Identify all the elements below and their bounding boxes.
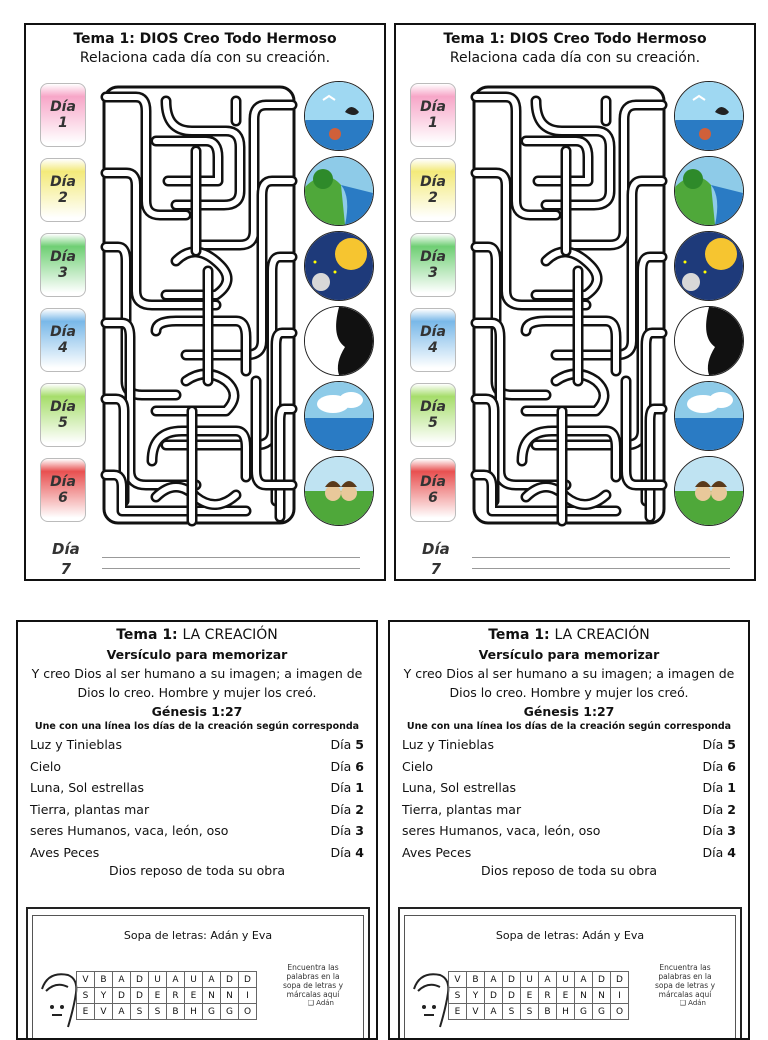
grid-letter[interactable]: E: [449, 1004, 467, 1020]
day-number: 1: [355, 780, 364, 795]
day-word: Día: [50, 174, 76, 190]
day-word: Día: [420, 474, 446, 490]
title-topic: LA CREACIÓN: [554, 627, 650, 643]
matching-row[interactable]: [402, 820, 736, 842]
day-word: Día: [50, 324, 76, 340]
day-target: [703, 777, 736, 799]
day-number: 1: [428, 115, 438, 131]
day-number: 6: [355, 758, 364, 774]
grid-letter[interactable]: D: [611, 972, 629, 988]
day-target: [331, 842, 364, 864]
creation-item: Aves Peces: [402, 844, 472, 860]
day-word: Día: [330, 737, 352, 752]
grid-letter[interactable]: G: [221, 1004, 239, 1020]
verse-heading: Versículo para memorizar: [478, 647, 660, 662]
grid-letter[interactable]: E: [149, 988, 167, 1004]
birds-fish-icon[interactable]: [674, 81, 744, 151]
day-tag-3: [40, 233, 86, 297]
matching-row[interactable]: [30, 820, 364, 842]
grid-letter[interactable]: V: [449, 972, 467, 988]
day-tag-5: [40, 383, 86, 447]
word-checkbox-adan[interactable]: ❑ Adán: [679, 999, 706, 1007]
day-number: 3: [58, 265, 68, 281]
day-word: Día: [330, 758, 352, 774]
title-prefix: Tema 1:: [488, 627, 550, 643]
day-number: 4: [428, 340, 438, 356]
grid-row: [449, 1004, 629, 1020]
grid-letter[interactable]: I: [611, 988, 629, 1004]
grid-letter[interactable]: R: [539, 988, 557, 1004]
maze-worksheet-right: [394, 23, 756, 581]
day-word: Día: [330, 780, 352, 795]
day-7-writing-lines[interactable]: [102, 547, 360, 580]
grid-letter[interactable]: G: [203, 1004, 221, 1020]
creation-item: Luna, Sol estrellas: [30, 780, 145, 795]
grid-letter[interactable]: U: [557, 972, 575, 988]
grid-letter[interactable]: D: [593, 972, 611, 988]
day-target: [703, 799, 736, 821]
grid-letter[interactable]: A: [575, 972, 593, 988]
day-number: 6: [727, 758, 736, 774]
day-tag-3: [410, 233, 456, 297]
word-search-hint: Encuentra las palabras en la sopa de letras y márcalas aquí: [282, 963, 344, 999]
day-number: 4: [58, 340, 68, 356]
day-number: 1: [58, 115, 68, 131]
creation-item: seres Humanos, vaca, león, oso: [30, 823, 229, 838]
grid-letter[interactable]: S: [77, 988, 95, 1004]
day-word: Día: [420, 249, 446, 265]
grid-letter[interactable]: U: [149, 972, 167, 988]
day-number: 5: [355, 737, 364, 752]
worksheet-subtitle: Relaciona cada día con su creación.: [449, 50, 701, 66]
day-7-word: Día: [422, 540, 450, 558]
grid-letter[interactable]: N: [575, 988, 593, 1004]
grid-letter[interactable]: Y: [95, 988, 113, 1004]
grid-letter[interactable]: G: [575, 1004, 593, 1020]
animals-humans-icon[interactable]: [674, 456, 744, 526]
grid-letter[interactable]: D: [131, 972, 149, 988]
day-number: 3: [355, 823, 364, 838]
day-number: 6: [58, 490, 68, 506]
matching-row[interactable]: [30, 842, 364, 864]
creation-item: Cielo: [30, 758, 62, 774]
grid-letter[interactable]: B: [539, 1004, 557, 1020]
grid-row: [77, 972, 257, 988]
grid-letter[interactable]: E: [185, 988, 203, 1004]
day-word: Día: [702, 801, 724, 817]
grid-letter[interactable]: H: [185, 1004, 203, 1020]
word-checkbox-adan[interactable]: ❑ Adán: [307, 999, 334, 1007]
day-word: Día: [50, 474, 76, 490]
day-tag-6: [40, 458, 86, 522]
grid-letter[interactable]: A: [113, 1004, 131, 1020]
creation-item: Luz y Tinieblas: [402, 737, 494, 752]
grid-letter[interactable]: V: [77, 972, 95, 988]
sky-waters-icon[interactable]: [674, 381, 744, 451]
matching-row[interactable]: [402, 734, 736, 756]
day-word: Día: [330, 844, 352, 860]
grid-letter[interactable]: S: [503, 1004, 521, 1020]
creation-item: Luna, Sol estrellas: [402, 780, 517, 795]
grid-letter[interactable]: B: [167, 1004, 185, 1020]
title-prefix: Tema 1:: [116, 627, 178, 643]
grid-letter[interactable]: B: [95, 972, 113, 988]
grid-letter[interactable]: A: [203, 972, 221, 988]
day-7-number: 7: [430, 560, 442, 578]
grid-letter[interactable]: H: [557, 1004, 575, 1020]
day-tag-1: [410, 83, 456, 147]
word-search-grid[interactable]: [76, 971, 257, 1020]
day-tag-4: [40, 308, 86, 372]
grid-letter[interactable]: V: [95, 1004, 113, 1020]
creation-item: seres Humanos, vaca, león, oso: [402, 823, 601, 838]
creation-worksheet-left: [16, 620, 378, 1040]
grid-letter[interactable]: O: [239, 1004, 257, 1020]
grid-letter[interactable]: V: [467, 1004, 485, 1020]
day-number: 6: [428, 490, 438, 506]
sun-moon-stars-icon[interactable]: [674, 231, 744, 301]
word-search-panel: [398, 907, 742, 1040]
sky-waters-icon[interactable]: [304, 381, 374, 451]
creation-item: Tierra, plantas mar: [30, 801, 150, 817]
day-number: 3: [428, 265, 438, 281]
grid-letter[interactable]: A: [485, 1004, 503, 1020]
grid-letter[interactable]: E: [557, 988, 575, 1004]
day-word: Día: [702, 844, 724, 860]
day-number: 3: [727, 823, 736, 838]
matching-row[interactable]: [402, 777, 736, 799]
verse-line-2: Dios lo creo. Hombre y mujer los creó.: [449, 685, 689, 700]
grid-letter[interactable]: O: [611, 1004, 629, 1020]
grid-letter[interactable]: A: [485, 972, 503, 988]
maze-worksheet-left: [24, 23, 386, 581]
sun-moon-stars-icon[interactable]: [304, 231, 374, 301]
light-darkness-icon[interactable]: [674, 306, 744, 376]
day-word: Día: [702, 780, 724, 795]
day-word: Día: [702, 823, 724, 838]
day-tag-1: [40, 83, 86, 147]
day-number: 2: [727, 801, 736, 817]
day-word: Día: [330, 823, 352, 838]
word-search-panel: [26, 907, 370, 1040]
grid-letter[interactable]: I: [239, 988, 257, 1004]
verse-line-2: Dios lo creo. Hombre y mujer los creó.: [77, 685, 317, 700]
rest-line: Dios reposo de toda su obra: [480, 863, 657, 878]
grid-row: [77, 1004, 257, 1020]
day-word: Día: [50, 399, 76, 415]
grid-letter[interactable]: D: [503, 988, 521, 1004]
light-darkness-icon[interactable]: [304, 306, 374, 376]
maze-drawing[interactable]: [96, 81, 302, 529]
day-7-label: [422, 539, 450, 579]
worksheet-title: Tema 1: DIOS Creo Todo Hermoso: [443, 31, 707, 47]
day-word: Día: [50, 249, 76, 265]
day-target: [331, 820, 364, 842]
matching-instruction: Une con una línea los días de la creación según corresponda: [34, 721, 360, 732]
day-7-number: 7: [60, 560, 72, 578]
matching-row[interactable]: [30, 777, 364, 799]
grid-row: [77, 988, 257, 1004]
grid-letter[interactable]: E: [521, 988, 539, 1004]
grid-letter[interactable]: S: [131, 1004, 149, 1020]
grid-row: [449, 988, 629, 1004]
day-tag-6: [410, 458, 456, 522]
creation-item: Aves Peces: [30, 844, 100, 860]
day-number: 5: [428, 415, 438, 431]
rest-line: Dios reposo de toda su obra: [108, 863, 285, 878]
day-word: Día: [420, 99, 446, 115]
day-word: Día: [420, 174, 446, 190]
day-number: 4: [727, 844, 736, 860]
grid-letter[interactable]: S: [449, 988, 467, 1004]
day-number: 1: [727, 780, 736, 795]
day-target: [703, 734, 736, 756]
grid-letter[interactable]: N: [203, 988, 221, 1004]
matching-row[interactable]: [402, 842, 736, 864]
word-search-hint: Encuentra las palabras en la sopa de letras y márcalas aquí: [654, 963, 716, 999]
grid-letter[interactable]: D: [239, 972, 257, 988]
day-number: 2: [355, 801, 364, 817]
day-word: Día: [420, 399, 446, 415]
grid-letter[interactable]: D: [221, 972, 239, 988]
day-word: Día: [420, 324, 446, 340]
grid-row: [449, 972, 629, 988]
day-7-label: [52, 539, 80, 579]
day-target: [331, 799, 364, 821]
land-plants-sea-icon[interactable]: [674, 156, 744, 226]
grid-letter[interactable]: D: [503, 972, 521, 988]
title-topic: LA CREACIÓN: [182, 627, 278, 643]
grid-letter[interactable]: Y: [467, 988, 485, 1004]
day-tag-2: [40, 158, 86, 222]
word-search-title: Sopa de letras: Adán y Eva: [123, 929, 273, 942]
animals-humans-icon[interactable]: [304, 456, 374, 526]
day-word: Día: [702, 758, 724, 774]
matching-list: [402, 734, 736, 863]
day-word: Día: [50, 99, 76, 115]
verse-reference: Génesis 1:27: [523, 704, 615, 719]
grid-letter[interactable]: S: [521, 1004, 539, 1020]
day-number: 2: [58, 190, 68, 206]
matching-row[interactable]: [30, 799, 364, 821]
grid-letter[interactable]: N: [221, 988, 239, 1004]
matching-row[interactable]: [30, 734, 364, 756]
word-search-title: Sopa de letras: Adán y Eva: [495, 929, 645, 942]
grid-letter[interactable]: D: [131, 988, 149, 1004]
verse-line-1: Y creo Dios al ser humano a su imagen; a imagen de: [31, 666, 363, 681]
creation-worksheet-right: [388, 620, 750, 1040]
grid-letter[interactable]: R: [167, 988, 185, 1004]
day-number: 5: [58, 415, 68, 431]
matching-row[interactable]: [402, 799, 736, 821]
day-target: [703, 756, 736, 778]
grid-letter[interactable]: D: [485, 988, 503, 1004]
worksheet-title: [390, 627, 748, 643]
maze-drawing[interactable]: [466, 81, 672, 529]
creation-item: Cielo: [402, 758, 434, 774]
grid-letter[interactable]: B: [467, 972, 485, 988]
grid-letter[interactable]: U: [185, 972, 203, 988]
day-7-word: Día: [52, 540, 80, 558]
day-tag-4: [410, 308, 456, 372]
day-word: Día: [330, 801, 352, 817]
land-plants-sea-icon[interactable]: [304, 156, 374, 226]
matching-instruction: Une con una línea los días de la creación según corresponda: [406, 721, 732, 732]
day-number: 5: [727, 737, 736, 752]
grid-letter[interactable]: S: [149, 1004, 167, 1020]
verse-heading: Versículo para memorizar: [106, 647, 288, 662]
worksheet-title: [18, 627, 376, 643]
grid-letter[interactable]: A: [167, 972, 185, 988]
word-search-grid[interactable]: [448, 971, 629, 1020]
matching-list: [30, 734, 364, 863]
worksheet-title: Tema 1: DIOS Creo Todo Hermoso: [73, 31, 337, 47]
birds-fish-icon[interactable]: [304, 81, 374, 151]
grid-letter[interactable]: N: [593, 988, 611, 1004]
grid-letter[interactable]: D: [113, 988, 131, 1004]
day-target: [331, 734, 364, 756]
grid-letter[interactable]: E: [77, 1004, 95, 1020]
matching-row[interactable]: [402, 756, 736, 778]
grid-letter[interactable]: A: [539, 972, 557, 988]
grid-letter[interactable]: U: [521, 972, 539, 988]
day-target: [703, 820, 736, 842]
day-tag-2: [410, 158, 456, 222]
creation-item: Tierra, plantas mar: [402, 801, 522, 817]
day-number: 4: [355, 844, 364, 860]
grid-letter[interactable]: G: [593, 1004, 611, 1020]
day-target: [331, 777, 364, 799]
day-number: 2: [428, 190, 438, 206]
day-target: [331, 756, 364, 778]
matching-row[interactable]: [30, 756, 364, 778]
day-7-writing-lines[interactable]: [472, 547, 730, 580]
day-tag-5: [410, 383, 456, 447]
grid-letter[interactable]: A: [113, 972, 131, 988]
day-target: [703, 842, 736, 864]
verse-reference: Génesis 1:27: [151, 704, 243, 719]
day-word: Día: [702, 737, 724, 752]
worksheet-subtitle: Relaciona cada día con su creación.: [79, 50, 331, 66]
creation-item: Luz y Tinieblas: [30, 737, 122, 752]
verse-line-1: Y creo Dios al ser humano a su imagen; a imagen de: [403, 666, 735, 681]
